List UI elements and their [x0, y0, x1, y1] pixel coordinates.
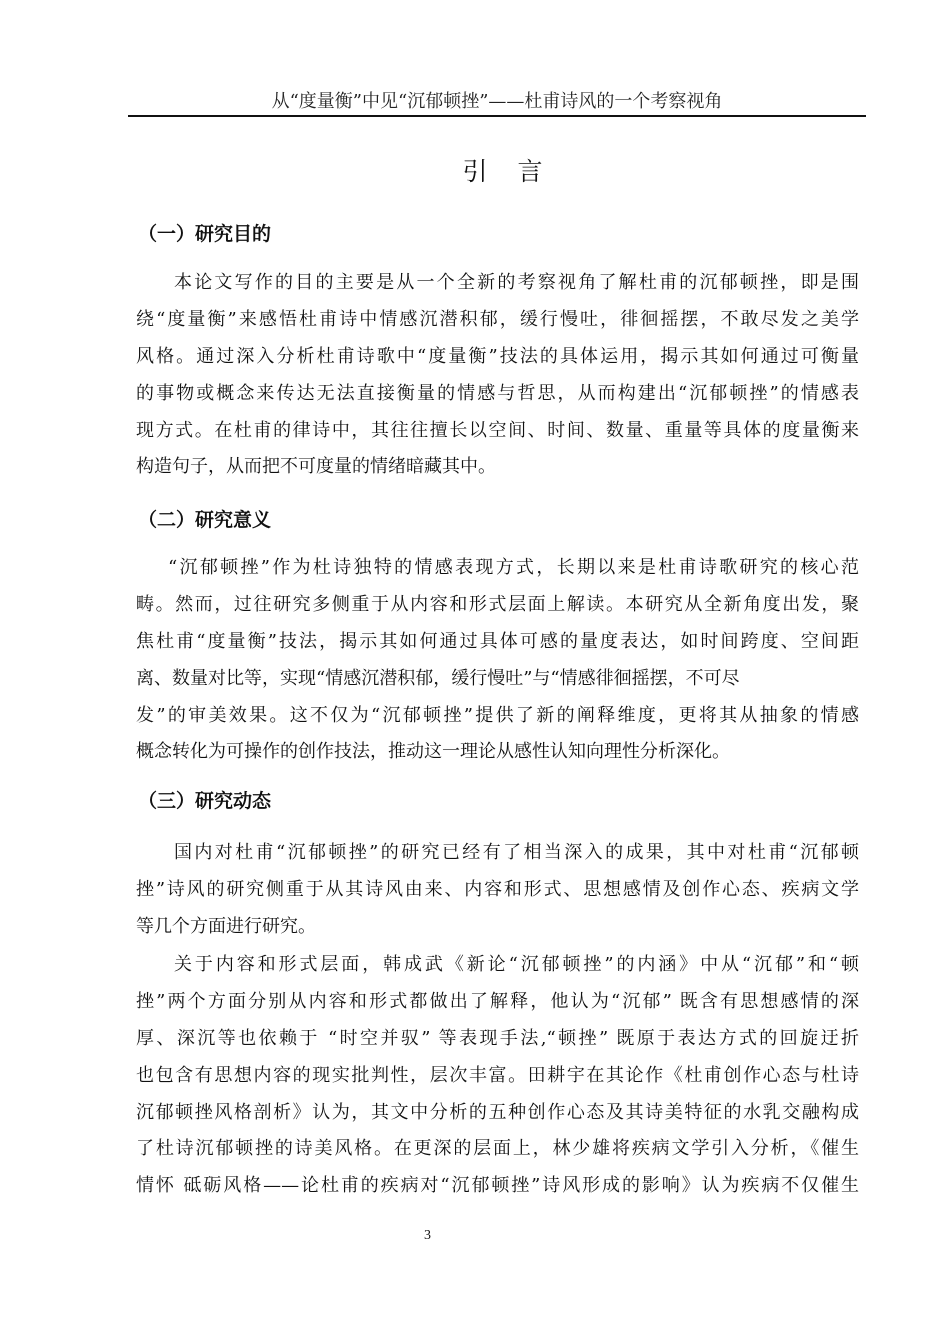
paragraph [136, 947, 859, 1205]
text-line: 国内对杜甫“沉郁顿挫”的研究已经有了相当深入的成果，其中对杜甫“沉郁顿 [174, 842, 859, 863]
chapter-title: 引言 [462, 157, 573, 186]
page-number: 3 [424, 1228, 431, 1243]
running-header: 从“度量衡”中见“沉郁顿挫”——杜甫诗风的一个考察视角 [271, 91, 723, 112]
text-line: 了杜诗沉郁顿挫的诗美风格。在更深的层面上，林少雄将疾病文学引入分析，《催生 [136, 1138, 859, 1160]
text-line: 发”的审美效果。这不仅为“沉郁顿挫”提供了新的阐释维度，更将其从抽象的情感 [136, 704, 859, 726]
text-line: 关于内容和形式层面，韩成武《新论“沉郁顿挫”的内涵》中从“沉郁”和“顿 [174, 954, 859, 975]
text-line: 也包含有思想内容的现实批判性，层次丰富。田耕宇在其论作《杜甫创作心态与杜诗 [136, 1064, 859, 1086]
text-line: 绕“度量衡”来感悟杜甫诗中情感沉潜积郁，缓行慢吐，徘徊摇摆，不敢尽发之美学 [136, 308, 859, 330]
text-line: 厚、深沉等也依赖于 “时空并驭” 等表现手法,“顿挫” 既原于表达方式的回旋迂折 [136, 1027, 859, 1049]
text-line: 挫”两个方面分别从内容和形式都做出了解释，他认为“沉郁” 既含有思想感情的深 [136, 990, 859, 1012]
text-line: 风格。通过深入分析杜甫诗歌中“度量衡”技法的具体运用，揭示其如何通过可衡量 [136, 345, 859, 367]
section-heading-research-status: （三）研究动态 [138, 790, 272, 812]
text-line: 的事物或概念来传达无法直接衡量的情感与哲思，从而构建出“沉郁顿挫”的情感表 [136, 382, 859, 404]
text-line: 焦杜甫“度量衡”技法，揭示其如何通过具体可感的量度表达，如时间跨度、空间距 [136, 630, 859, 652]
text-line: 情怀 砥砺风格——论杜甫的疾病对“沉郁顿挫”诗风形成的影响》认为疾病不仅催生 [136, 1175, 859, 1197]
header-divider [128, 115, 866, 117]
text-line: 本论文写作的目的主要是从一个全新的考察视角了解杜甫的沉郁顿挫，即是围 [174, 272, 859, 293]
section-heading-significance: （二）研究意义 [138, 509, 272, 531]
text-line: 概念转化为可操作的创作技法，推动这一理论从感性认知向理性分析深化。 [136, 741, 730, 763]
text-line: 构造句子，从而把不可度量的情绪暗藏其中。 [136, 456, 496, 478]
text-line: “沉郁顿挫”作为杜诗独特的情感表现方式，长期以来是杜甫诗歌研究的核心范 [168, 557, 859, 578]
text-line: 等几个方面进行研究。 [136, 915, 316, 937]
section-heading-purpose: （一）研究目的 [138, 223, 272, 245]
text-line: 畴。然而，过往研究多侧重于从内容和形式层面上解读。本研究从全新角度出发，聚 [136, 593, 859, 615]
text-line: 沉郁顿挫风格剖析》认为，其文中分析的五种创作心态及其诗美特征的水乳交融构成 [136, 1101, 859, 1123]
text-line: 现方式。在杜甫的律诗中，其往往擅长以空间、时间、数量、重量等具体的度量衡来 [136, 419, 859, 441]
text-line: 挫”诗风的研究侧重于从其诗风由来、内容和形式、思想感情及创作心态、疾病文学 [136, 878, 859, 900]
paragraph [136, 835, 859, 946]
paragraph [136, 550, 859, 771]
paragraph [136, 265, 859, 486]
text-line: 离、数量对比等，实现“情感沉潜积郁，缓行慢吐”与“情感徘徊摇摆，不可尽 [136, 667, 740, 689]
